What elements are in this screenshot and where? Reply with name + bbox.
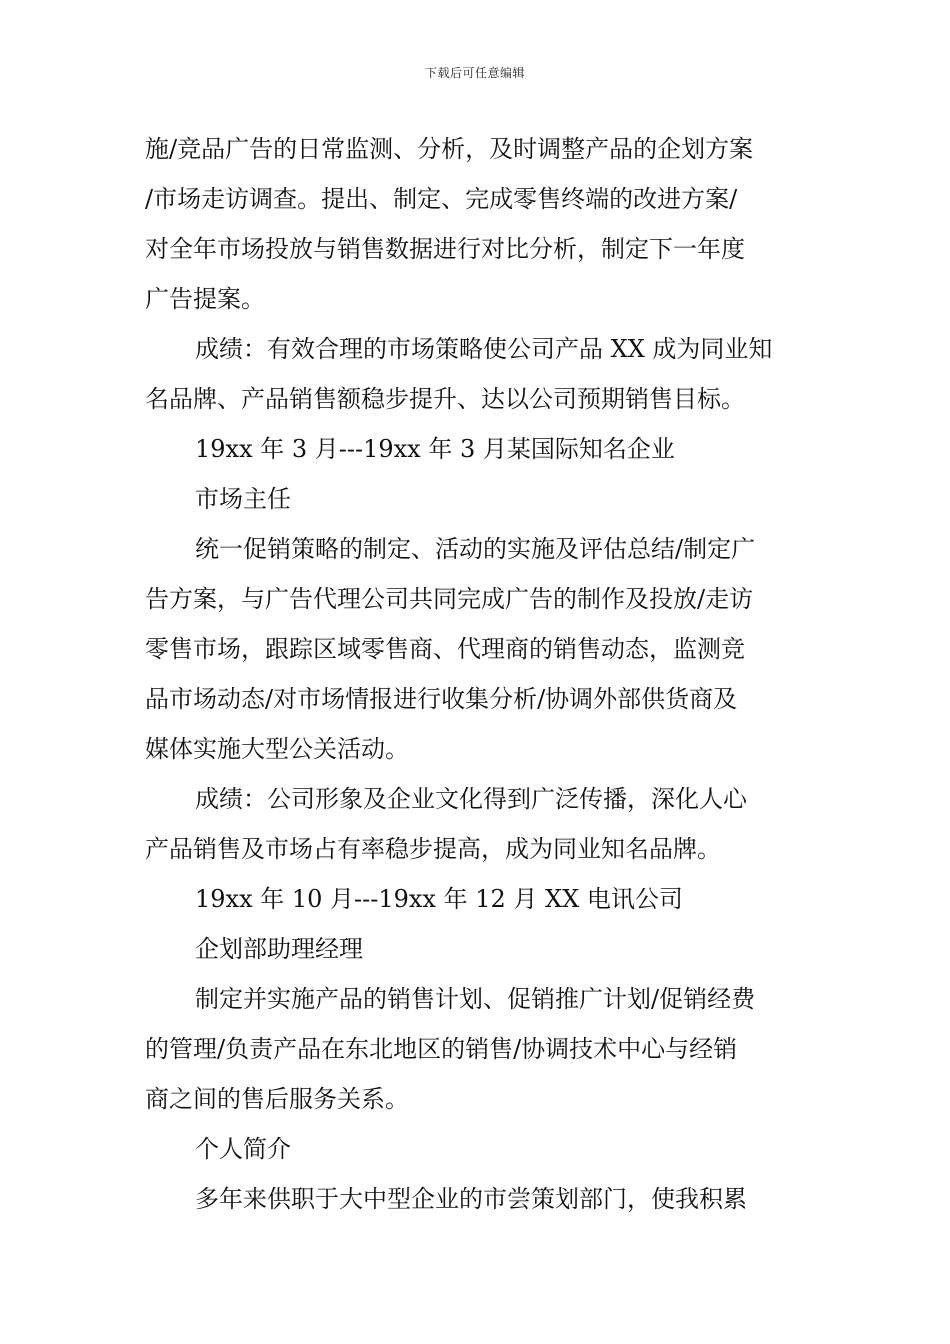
text-line: 媒体实施大型公关活动。: [145, 735, 409, 763]
text-line: 19xx 年 10 月---19xx 年 12 月 XX 电讯公司: [195, 885, 683, 913]
text-line: 名品牌、产品销售额稳步提升、达以公司预期销售目标。: [145, 385, 745, 413]
text-line: 多年来供职于大中型企业的市尝策划部门，使我积累: [195, 1185, 747, 1213]
text-line: 成绩：公司形象及企业文化得到广泛传播，深化人心: [195, 785, 747, 813]
text-line: 产品销售及市场占有率稳步提高，成为同业知名品牌。: [145, 835, 721, 863]
text-line: 统一促销策略的制定、活动的实施及评估总结/制定广: [195, 535, 756, 563]
text-line: 施/竞品广告的日常监测、分析，及时调整产品的企划方案: [145, 135, 754, 163]
text-line: /市场走访调查。提出、制定、完成零售终端的改进方案/: [145, 185, 738, 213]
text-line: 商之间的售后服务关系。: [145, 1085, 409, 1113]
text-line: 告方案，与广告代理公司共同完成广告的制作及投放/走访: [145, 585, 754, 613]
text-line: 个人简介: [195, 1135, 291, 1163]
text-line: 企划部助理经理: [195, 935, 363, 963]
text-line: 成绩：有效合理的市场策略使公司产品 XX 成为同业知: [195, 335, 773, 363]
text-line: 制定并实施产品的销售计划、促销推广计划/促销经费: [195, 985, 756, 1013]
text-line: 广告提案。: [145, 285, 265, 313]
text-line: 对全年市场投放与销售数据进行对比分析，制定下一年度: [145, 235, 745, 263]
text-line: 的管理/负责产品在东北地区的销售/协调技术中心与经销: [145, 1035, 738, 1063]
text-line: 品市场动态/对市场情报进行收集分析/协调外部供货商及: [145, 685, 738, 713]
text-line: 市场主任: [195, 485, 291, 513]
text-line: 零售市场，跟踪区域零售商、代理商的销售动态，监测竞: [145, 635, 745, 663]
text-line: 19xx 年 3 月---19xx 年 3 月某国际知名企业: [195, 435, 675, 463]
page-header-note: 下载后可任意编辑: [424, 66, 525, 80]
